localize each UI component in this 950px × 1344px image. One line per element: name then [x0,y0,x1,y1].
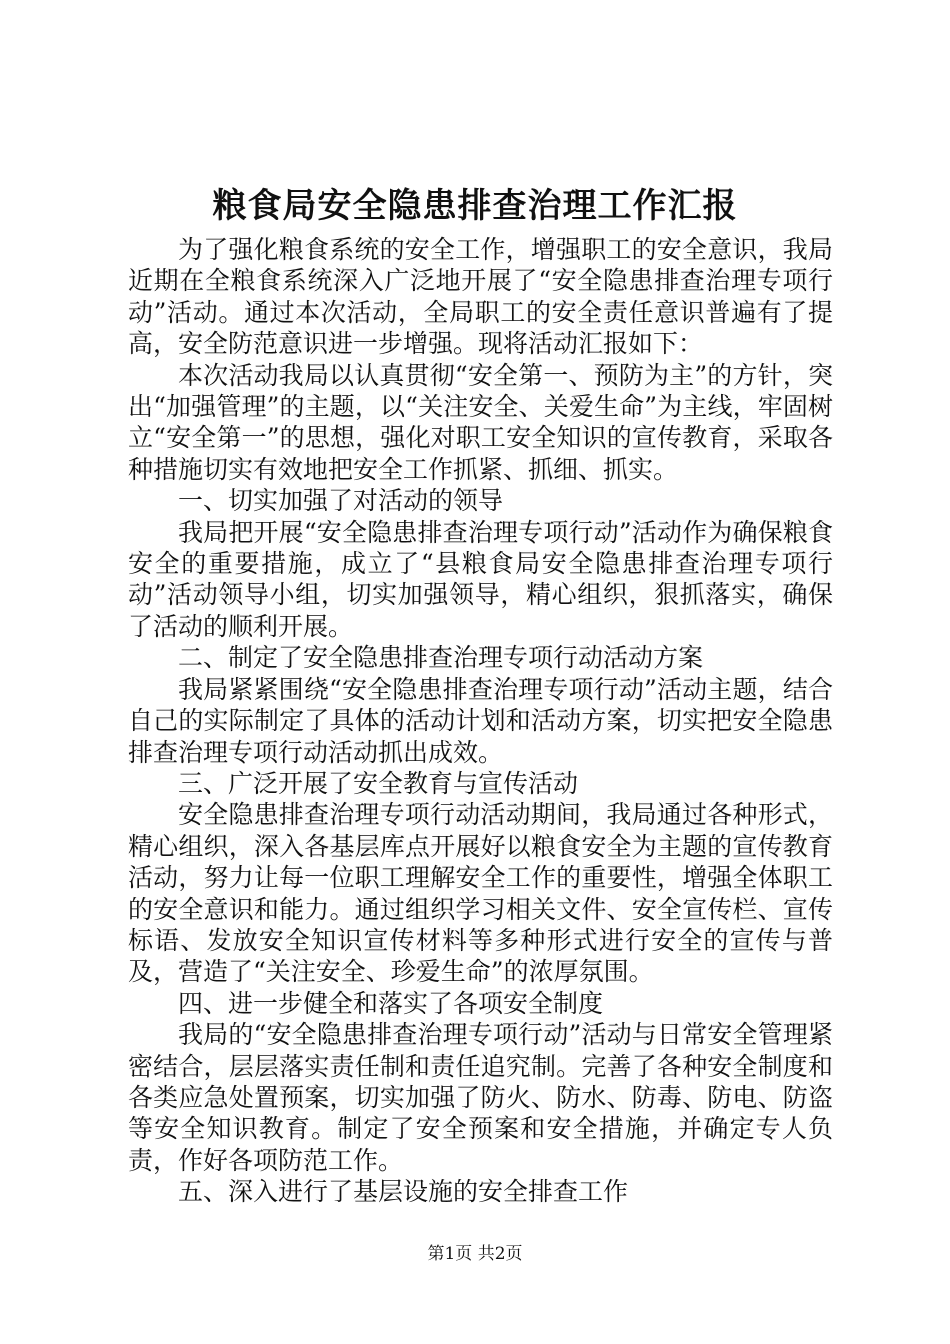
section-heading-1: 一、切实加强了对活动的领导 [178,486,504,516]
paragraph-section-2: 我局紧紧围绕“安全隐患排查治理专项行动”活动主题，结合自己的实际制定了具体的活动计划和活动方案，切实把安全隐患排查治理专项行动活动抓出成效。 [128,674,833,767]
section-heading-4: 四、进一步健全和落实了各项安全制度 [178,988,604,1018]
page-footer [0,1242,950,1266]
paragraph-overview: 本次活动我局以认真贯彻“安全第一、预防为主”的方针，突出“加强管理”的主题，以“关注安全、关爱生命”为主线，牢固树立“安全第一”的思想，强化对职工安全知识的宣传教育，采取各种措施切实有效地把安全工作抓紧、抓细、抓实。 [128,360,833,484]
paragraph-section-4: 我局的“安全隐患排查治理专项行动”活动与日常安全管理紧密结合，层层落实责任制和责任追究制。完善了各种安全制度和各类应急处置预案，切实加强了防火、防水、防毒、防电、防盗等安全知识教育。制定了安全预案和安全措施，并确定专人负责，作好各项防范工作。 [128,1020,833,1175]
document-body [128,234,833,1208]
paragraph-intro: 为了强化粮食系统的安全工作，增强职工的安全意识，我局近期在全粮食系统深入广泛地开展了“安全隐患排查治理专项行动”活动。通过本次活动，全局职工的安全责任意识普遍有了提高，安全防范意识进一步增强。现将活动汇报如下： [128,235,833,359]
section-heading-3: 三、广泛开展了安全教育与宣传活动 [178,768,579,798]
paragraph-section-1: 我局把开展“安全隐患排查治理专项行动”活动作为确保粮食安全的重要措施，成立了“县粮食局安全隐患排查治理专项行动”活动领导小组，切实加强领导，精心组织，狠抓落实，确保了活动的顺利开展。 [128,517,833,641]
section-heading-5: 五、深入进行了基层设施的安全排查工作 [178,1177,629,1207]
section-heading-2: 二、制定了安全隐患排查治理专项行动活动方案 [178,643,704,673]
paragraph-section-3: 安全隐患排查治理专项行动活动期间，我局通过各种形式，精心组织，深入各基层库点开展好以粮食安全为主题的宣传教育活动，努力让每一位职工理解安全工作的重要性，增强全体职工的安全意识和能力。通过组织学习相关文件、安全宣传栏、宣传标语、发放安全知识宣传材料等多种形式进行安全的宣传与普及，营造了“关注安全、珍爱生命”的浓厚氛围。 [128,800,833,987]
page-number-current: 第1页 [427,1244,473,1264]
page-number-total: 共2页 [477,1244,523,1264]
document-title: 粮食局安全隐患排查治理工作汇报 [212,186,738,226]
